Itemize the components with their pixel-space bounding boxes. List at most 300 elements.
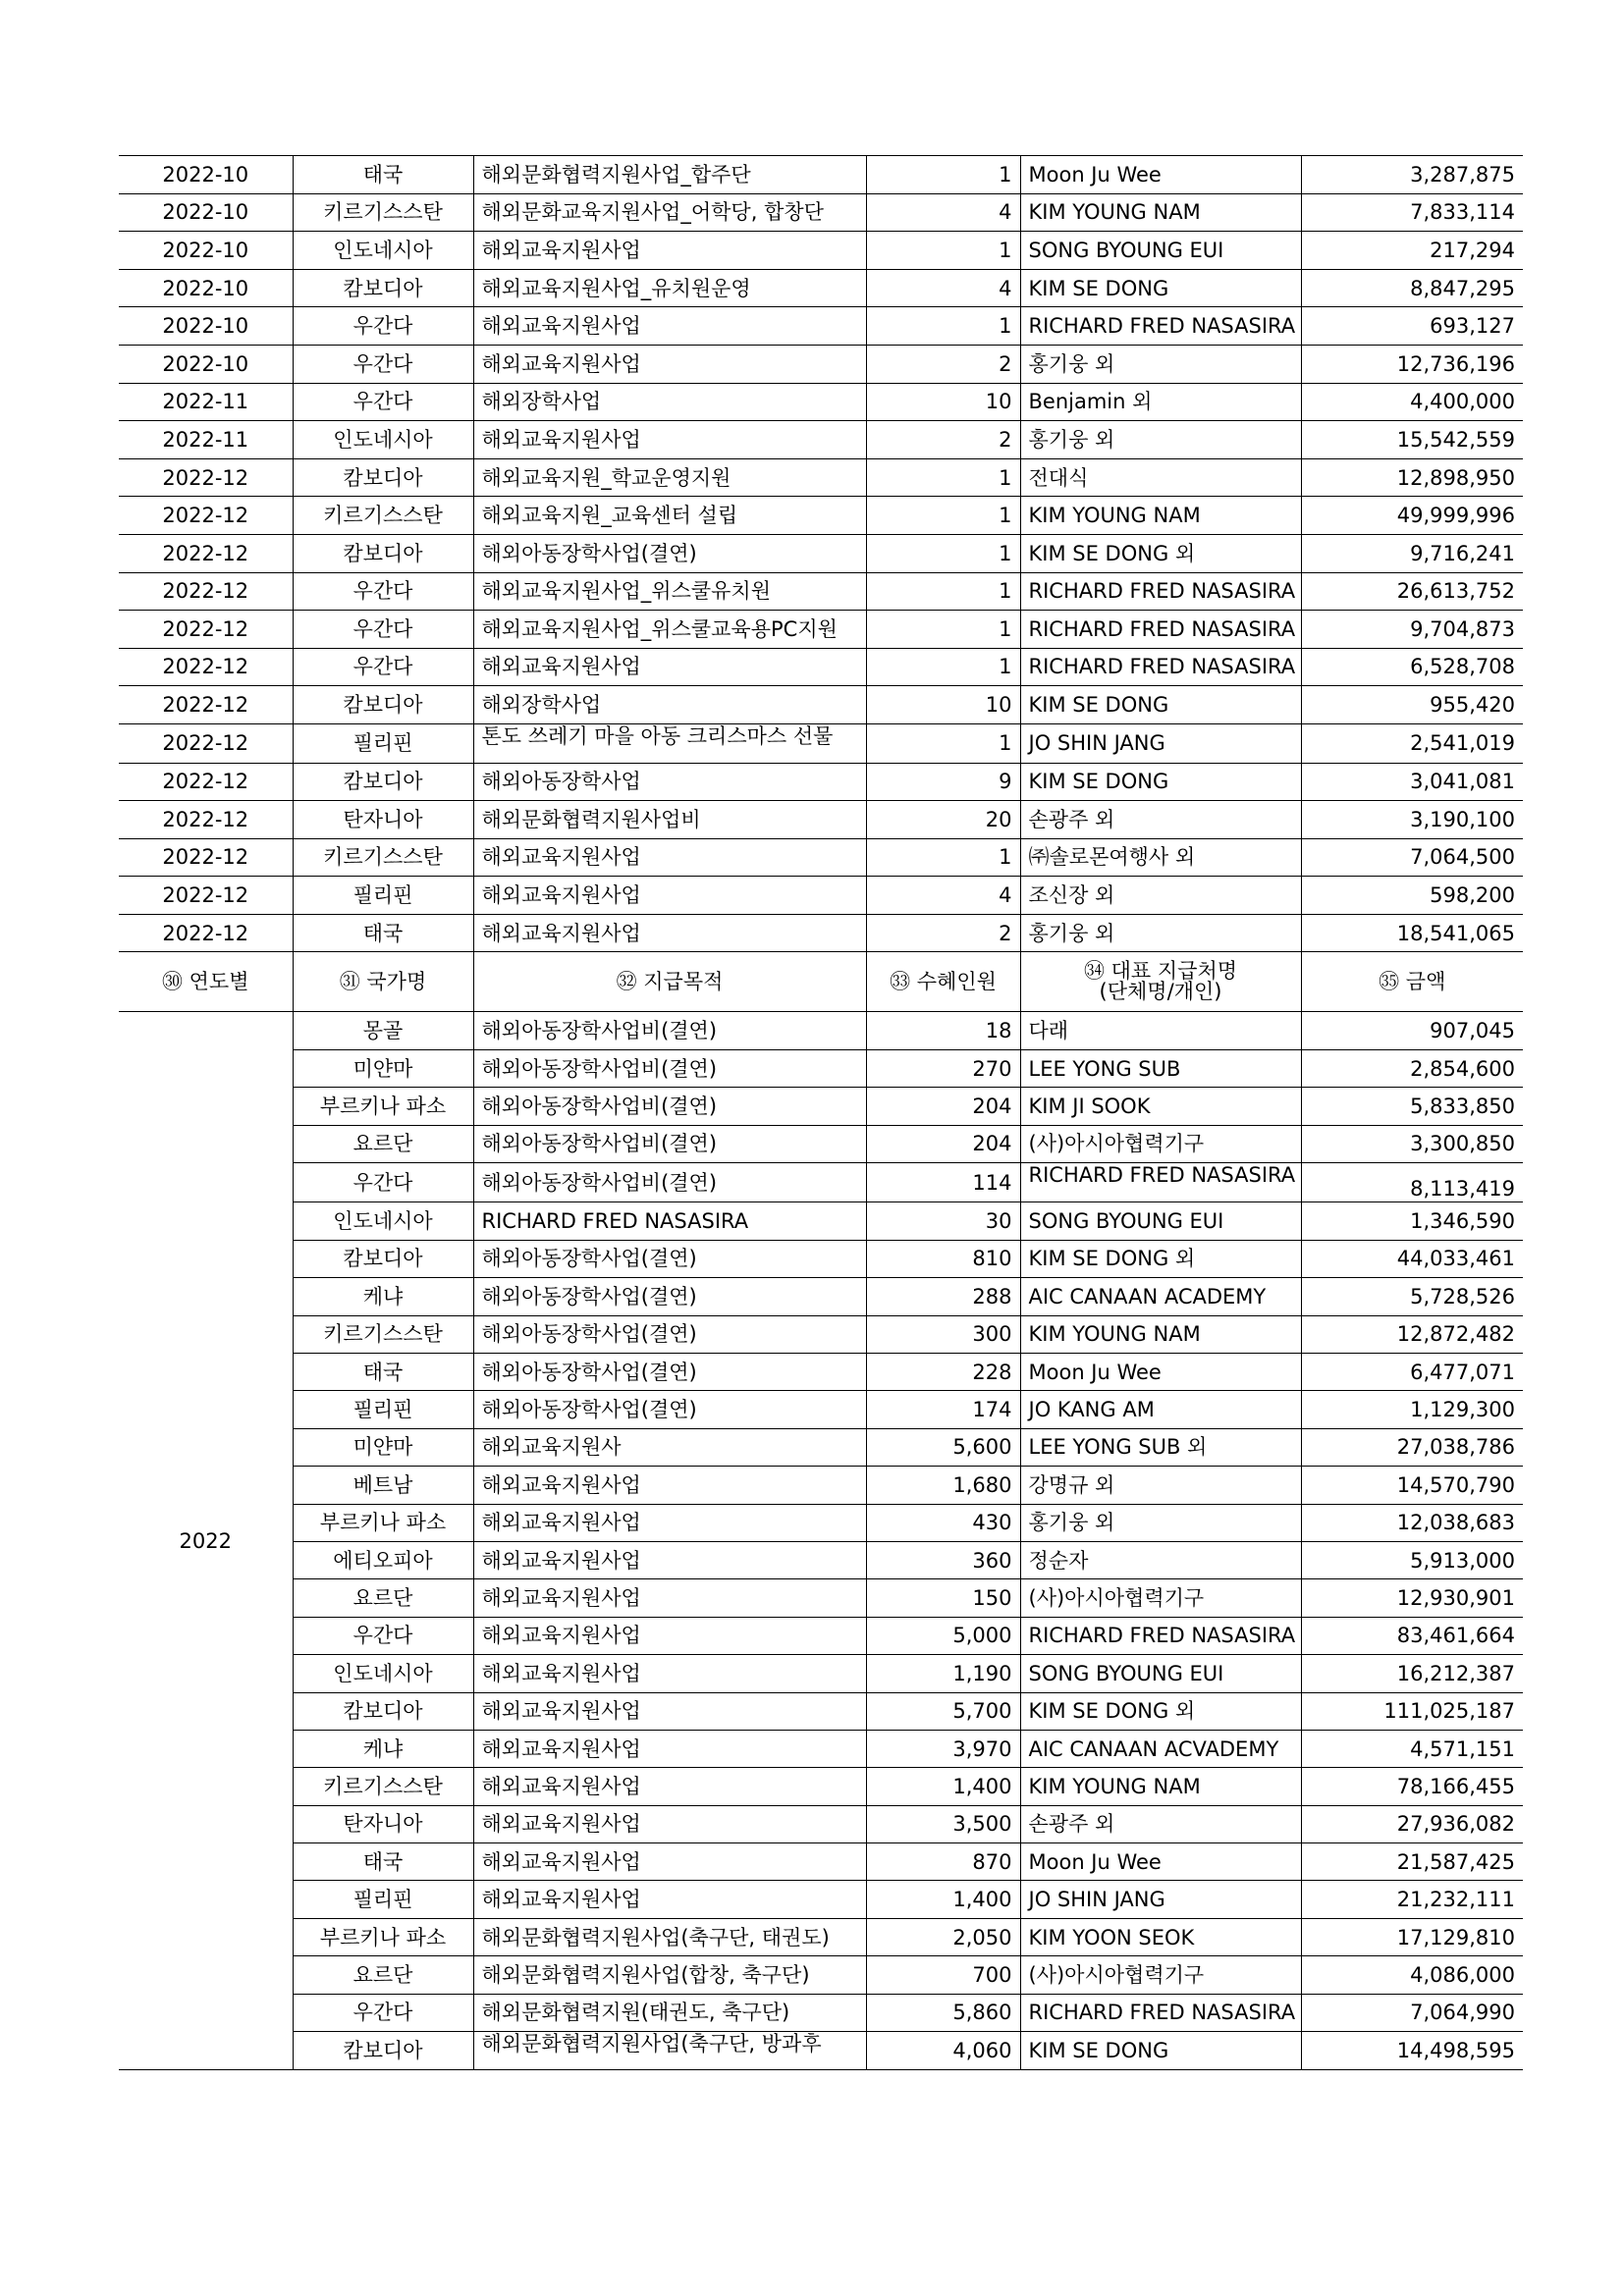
amount-cell: 44,033,461 [1301,1240,1523,1277]
table-row [119,307,1523,346]
recipients-cell: 30 [866,1202,1020,1240]
payment-month-cell: 2022-12 [119,572,293,611]
amount-cell: 12,038,683 [1301,1504,1523,1541]
country-cell: 우간다 [293,383,473,421]
purpose-cell: 해외아동장학사업비(결연) [473,1088,866,1125]
table-row [119,1353,1523,1390]
recipients-cell: 10 [866,686,1020,724]
country-cell: 케냐 [293,1278,473,1315]
table-row [119,1504,1523,1541]
payee-cell: RICHARD FRED NASASIRA [1020,1163,1301,1202]
payee-cell: JO KANG AM [1020,1391,1301,1428]
country-cell: 태국 [293,914,473,952]
purpose-cell: 해외교육지원사업_위스쿨교육용PC지원 [473,611,866,649]
table-row [119,877,1523,915]
header-purpose: ㉜ 지급목적 [473,952,866,1012]
payee-cell: 정순자 [1020,1541,1301,1578]
payee-cell: KIM YOUNG NAM [1020,193,1301,232]
recipients-cell: 1 [866,458,1020,497]
amount-cell: 27,038,786 [1301,1428,1523,1466]
country-cell: 우간다 [293,307,473,346]
recipients-cell: 1,400 [866,1768,1020,1805]
recipients-cell: 2 [866,421,1020,459]
table-row [119,345,1523,383]
country-cell: 미얀마 [293,1428,473,1466]
payee-cell: KIM SE DONG 외 [1020,534,1301,572]
table-row [119,1391,1523,1428]
payee-cell: AIC CANAAN ACVADEMY [1020,1730,1301,1767]
country-cell: 우간다 [293,1617,473,1654]
recipients-cell: 3,500 [866,1805,1020,1842]
country-cell: 캄보디아 [293,763,473,801]
recipients-cell: 1 [866,572,1020,611]
payment-month-cell: 2022-10 [119,156,293,194]
purpose-cell: 해외교육지원사업 [473,1843,866,1881]
amount-cell: 15,542,559 [1301,421,1523,459]
country-cell: 요르단 [293,1956,473,1994]
header-amount: ㉟ 금액 [1301,952,1523,1012]
purpose-cell: 해외교육지원사업 [473,421,866,459]
amount-cell: 4,571,151 [1301,1730,1523,1767]
amount-cell: 5,913,000 [1301,1541,1523,1578]
table-row [119,1202,1523,1240]
purpose-cell: 해외아동장학사업비(결연) [473,1049,866,1087]
recipients-cell: 360 [866,1541,1020,1578]
country-cell: 케냐 [293,1730,473,1767]
table-row [119,269,1523,307]
country-cell: 태국 [293,156,473,194]
country-cell: 키르기스스탄 [293,193,473,232]
amount-cell: 14,498,595 [1301,2032,1523,2070]
country-cell: 캄보디아 [293,1240,473,1277]
payee-cell: LEE YONG SUB [1020,1049,1301,1087]
payee-cell: (사)아시아협력기구 [1020,1125,1301,1162]
amount-cell: 12,872,482 [1301,1315,1523,1353]
purpose-cell: 해외교육지원사업 [473,838,866,877]
table-row [119,2032,1523,2070]
amount-cell: 9,704,873 [1301,611,1523,649]
recipients-cell: 2 [866,345,1020,383]
recipients-cell: 1 [866,497,1020,535]
table-row [119,1881,1523,1918]
country-cell: 인도네시아 [293,421,473,459]
purpose-cell: 해외문화협력지원사업비 [473,801,866,839]
payee-cell: LEE YONG SUB 외 [1020,1428,1301,1466]
payee-cell: 손광주 외 [1020,801,1301,839]
table-row [119,458,1523,497]
purpose-cell: 해외교육지원사업 [473,232,866,270]
country-cell: 미얀마 [293,1049,473,1087]
purpose-cell: 해외교육지원사업_위스쿨유치원 [473,572,866,611]
table-row [119,1012,1523,1049]
purpose-cell: 해외교육지원_교육센터 설립 [473,497,866,535]
country-cell: 에티오피아 [293,1541,473,1578]
amount-cell: 2,541,019 [1301,723,1523,763]
country-cell: 인도네시아 [293,1202,473,1240]
table-row [119,1617,1523,1654]
amount-cell: 17,129,810 [1301,1918,1523,1955]
purpose-cell: 해외아동장학사업(결연) [473,1240,866,1277]
recipients-cell: 5,860 [866,1994,1020,2031]
recipients-cell: 2 [866,914,1020,952]
recipients-cell: 4 [866,877,1020,915]
country-cell: 우간다 [293,572,473,611]
payee-cell: ㈜솔로몬여행사 외 [1020,838,1301,877]
recipients-cell: 1 [866,723,1020,763]
recipients-cell: 1 [866,648,1020,686]
amount-cell: 693,127 [1301,307,1523,346]
payee-cell: KIM YOUNG NAM [1020,1315,1301,1353]
country-cell: 필리핀 [293,877,473,915]
payment-month-cell: 2022-12 [119,914,293,952]
table-row [119,763,1523,801]
amount-cell: 14,570,790 [1301,1467,1523,1504]
recipients-cell: 20 [866,801,1020,839]
header-payee: ㉞ 대표 지급처명 (단체명/개인) [1020,952,1301,1012]
amount-cell: 16,212,387 [1301,1655,1523,1692]
purpose-cell: 해외교육지원사업_유치원운영 [473,269,866,307]
amount-cell: 12,898,950 [1301,458,1523,497]
payee-cell: 다래 [1020,1012,1301,1049]
amount-cell: 83,461,664 [1301,1617,1523,1654]
purpose-cell: 해외교육지원사업 [473,1730,866,1767]
table-row [119,611,1523,649]
payee-cell: RICHARD FRED NASASIRA [1020,611,1301,649]
purpose-cell: 해외아동장학사업(결연) [473,1391,866,1428]
purpose-cell: 해외문화협력지원사업(축구단, 방과후 [473,2032,866,2070]
amount-cell: 7,833,114 [1301,193,1523,232]
table-row [119,1541,1523,1578]
recipients-cell: 270 [866,1049,1020,1087]
purpose-cell: 해외문화교육지원사업_어학당, 합창단 [473,193,866,232]
amount-cell: 955,420 [1301,686,1523,724]
payee-cell: Benjamin 외 [1020,383,1301,421]
purpose-cell: 해외아동장학사업(결연) [473,1353,866,1390]
recipients-cell: 10 [866,383,1020,421]
header-recipients: ㉝ 수혜인원 [866,952,1020,1012]
recipients-cell: 204 [866,1125,1020,1162]
amount-cell: 2,854,600 [1301,1049,1523,1087]
payee-cell: 홍기웅 외 [1020,1504,1301,1541]
purpose-cell: 해외아동장학사업 [473,763,866,801]
table-row [119,193,1523,232]
table-row [119,686,1523,724]
purpose-cell: 해외교육지원사업 [473,1655,866,1692]
purpose-cell: 해외교육지원사업 [473,1805,866,1842]
table-row [119,1994,1523,2031]
purpose-cell: 해외문화협력지원사업(합창, 축구단) [473,1956,866,1994]
country-cell: 키르기스스탄 [293,838,473,877]
recipients-cell: 4 [866,193,1020,232]
purpose-cell: 해외교육지원사업 [473,1467,866,1504]
table-row [119,1467,1523,1504]
amount-cell: 12,736,196 [1301,345,1523,383]
country-cell: 부르키나 파소 [293,1504,473,1541]
purpose-cell: 해외문화협력지원사업(축구단, 태권도) [473,1918,866,1955]
payee-cell: KIM JI SOOK [1020,1088,1301,1125]
amount-cell: 26,613,752 [1301,572,1523,611]
table-row [119,1278,1523,1315]
payment-month-cell: 2022-10 [119,307,293,346]
amount-cell: 3,041,081 [1301,763,1523,801]
country-cell: 우간다 [293,611,473,649]
purpose-cell: 해외교육지원사업 [473,1768,866,1805]
table-row [119,1730,1523,1767]
payee-cell: RICHARD FRED NASASIRA [1020,307,1301,346]
payment-month-cell: 2022-12 [119,686,293,724]
payee-cell: KIM SE DONG [1020,763,1301,801]
recipients-cell: 810 [866,1240,1020,1277]
purpose-cell: 해외교육지원사업 [473,648,866,686]
table-row [119,1049,1523,1087]
purpose-cell: 해외교육지원사업 [473,1881,866,1918]
payee-cell: KIM SE DONG [1020,2032,1301,2070]
payee-cell: Moon Ju Wee [1020,1353,1301,1390]
country-cell: 태국 [293,1843,473,1881]
amount-cell: 217,294 [1301,232,1523,270]
payment-month-cell: 2022-11 [119,421,293,459]
recipients-cell: 2,050 [866,1918,1020,1955]
payee-cell: KIM YOUNG NAM [1020,1768,1301,1805]
table-row [119,723,1523,763]
purpose-cell: 해외교육지원사업 [473,1541,866,1578]
country-cell: 부르키나 파소 [293,1088,473,1125]
recipients-cell: 1,400 [866,1881,1020,1918]
purpose-cell: 해외문화협력지원(태권도, 축구단) [473,1994,866,2031]
amount-cell: 5,833,850 [1301,1088,1523,1125]
payee-cell: Moon Ju Wee [1020,156,1301,194]
country-cell: 캄보디아 [293,2032,473,2070]
purpose-cell: 해외문화협력지원사업_합주단 [473,156,866,194]
amount-cell: 78,166,455 [1301,1768,1523,1805]
table-row [119,1956,1523,1994]
table-row [119,1125,1523,1162]
recipients-cell: 700 [866,1956,1020,1994]
table-row [119,383,1523,421]
payee-cell: (사)아시아협력기구 [1020,1956,1301,1994]
table-row [119,1768,1523,1805]
amount-cell: 7,064,500 [1301,838,1523,877]
amount-cell: 7,064,990 [1301,1994,1523,2031]
payment-month-cell: 2022-12 [119,801,293,839]
payee-cell: SONG BYOUNG EUI [1020,1655,1301,1692]
payee-cell: KIM YOUNG NAM [1020,497,1301,535]
country-cell: 우간다 [293,1163,473,1202]
payment-month-cell: 2022-11 [119,383,293,421]
recipients-cell: 5,700 [866,1692,1020,1730]
year-cell: 2022 [119,1012,293,2070]
table-row [119,421,1523,459]
recipients-cell: 1,680 [866,1467,1020,1504]
payee-cell: KIM YOON SEOK [1020,1918,1301,1955]
recipients-cell: 1 [866,232,1020,270]
table-row [119,1163,1523,1202]
amount-cell: 1,129,300 [1301,1391,1523,1428]
payee-cell: 홍기웅 외 [1020,421,1301,459]
table-row [119,497,1523,535]
amount-cell: 3,287,875 [1301,156,1523,194]
country-cell: 캄보디아 [293,686,473,724]
payment-month-cell: 2022-10 [119,232,293,270]
country-cell: 키르기스스탄 [293,1315,473,1353]
amount-cell: 8,113,419 [1301,1163,1523,1202]
amount-cell: 5,728,526 [1301,1278,1523,1315]
recipients-cell: 174 [866,1391,1020,1428]
country-cell: 캄보디아 [293,534,473,572]
grant-payment-table [119,155,1523,2070]
country-cell: 우간다 [293,1994,473,2031]
country-cell: 요르단 [293,1579,473,1617]
payee-cell: RICHARD FRED NASASIRA [1020,1617,1301,1654]
payment-month-cell: 2022-12 [119,458,293,497]
recipients-cell: 228 [866,1353,1020,1390]
country-cell: 필리핀 [293,1391,473,1428]
purpose-cell: 해외아동장학사업비(결연) [473,1125,866,1162]
payee-cell: RICHARD FRED NASASIRA [1020,648,1301,686]
purpose-cell: 해외아동장학사업비(결연) [473,1012,866,1049]
amount-cell: 3,190,100 [1301,801,1523,839]
country-cell: 우간다 [293,648,473,686]
amount-cell: 598,200 [1301,877,1523,915]
recipients-cell: 1 [866,838,1020,877]
recipients-cell: 9 [866,763,1020,801]
recipients-cell: 150 [866,1579,1020,1617]
payment-month-cell: 2022-10 [119,269,293,307]
payee-cell: 조신장 외 [1020,877,1301,915]
recipients-cell: 5,000 [866,1617,1020,1654]
amount-cell: 4,086,000 [1301,1956,1523,1994]
amount-cell: 8,847,295 [1301,269,1523,307]
amount-cell: 21,232,111 [1301,1881,1523,1918]
country-cell: 탄자니아 [293,1805,473,1842]
payee-cell: KIM SE DONG [1020,686,1301,724]
table-row [119,1579,1523,1617]
purpose-cell: 해외교육지원사 [473,1428,866,1466]
amount-cell: 6,528,708 [1301,648,1523,686]
recipients-cell: 1 [866,611,1020,649]
payment-month-cell: 2022-12 [119,497,293,535]
table-row [119,156,1523,194]
recipients-cell: 1 [866,534,1020,572]
payee-cell: JO SHIN JANG [1020,723,1301,763]
recipients-cell: 1 [866,307,1020,346]
purpose-cell: 해외교육지원사업 [473,914,866,952]
payment-month-cell: 2022-10 [119,193,293,232]
amount-cell: 907,045 [1301,1012,1523,1049]
country-cell: 캄보디아 [293,458,473,497]
amount-cell: 1,346,590 [1301,1202,1523,1240]
recipients-cell: 114 [866,1163,1020,1202]
payee-cell: (사)아시아협력기구 [1020,1579,1301,1617]
country-cell: 필리핀 [293,1881,473,1918]
recipients-cell: 870 [866,1843,1020,1881]
country-cell: 인도네시아 [293,1655,473,1692]
amount-cell: 18,541,065 [1301,914,1523,952]
table-row [119,914,1523,952]
purpose-cell: 해외아동장학사업(결연) [473,534,866,572]
amount-cell: 49,999,996 [1301,497,1523,535]
payment-month-cell: 2022-12 [119,838,293,877]
recipients-cell: 430 [866,1504,1020,1541]
payee-cell: 홍기웅 외 [1020,345,1301,383]
purpose-cell: RICHARD FRED NASASIRA [473,1202,866,1240]
country-cell: 몽골 [293,1012,473,1049]
amount-cell: 12,930,901 [1301,1579,1523,1617]
purpose-cell: 해외교육지원사업 [473,1692,866,1730]
amount-cell: 111,025,187 [1301,1692,1523,1730]
recipients-cell: 1 [866,156,1020,194]
purpose-cell: 해외교육지원사업 [473,345,866,383]
payee-cell: RICHARD FRED NASASIRA [1020,572,1301,611]
payee-cell: KIM SE DONG 외 [1020,1240,1301,1277]
table-row [119,1240,1523,1277]
recipients-cell: 204 [866,1088,1020,1125]
payment-month-cell: 2022-10 [119,345,293,383]
table-row [119,232,1523,270]
payee-cell: 홍기웅 외 [1020,914,1301,952]
purpose-cell: 해외교육지원사업 [473,1617,866,1654]
purpose-cell: 톤도 쓰레기 마을 아동 크리스마스 선물 [473,723,866,763]
payment-month-cell: 2022-12 [119,723,293,763]
table-body [119,156,1523,2070]
purpose-cell: 해외아동장학사업비(결연) [473,1163,866,1202]
payee-cell: 전대식 [1020,458,1301,497]
purpose-cell: 해외아동장학사업(결연) [473,1315,866,1353]
country-cell: 베트남 [293,1467,473,1504]
recipients-cell: 5,600 [866,1428,1020,1466]
purpose-cell: 해외교육지원사업 [473,1579,866,1617]
table-row [119,1805,1523,1842]
payee-cell: AIC CANAAN ACADEMY [1020,1278,1301,1315]
purpose-cell: 해외교육지원사업 [473,877,866,915]
table-row [119,838,1523,877]
table-row [119,1692,1523,1730]
country-cell: 인도네시아 [293,232,473,270]
recipients-cell: 4 [866,269,1020,307]
recipients-cell: 1,190 [866,1655,1020,1692]
country-cell: 캄보디아 [293,269,473,307]
amount-cell: 4,400,000 [1301,383,1523,421]
payee-cell: 강명규 외 [1020,1467,1301,1504]
payee-cell: 손광주 외 [1020,1805,1301,1842]
table-row [119,1088,1523,1125]
country-cell: 캄보디아 [293,1692,473,1730]
amount-cell: 21,587,425 [1301,1843,1523,1881]
table-row [119,1655,1523,1692]
payee-cell: JO SHIN JANG [1020,1881,1301,1918]
payee-cell: SONG BYOUNG EUI [1020,1202,1301,1240]
table-row [119,648,1523,686]
payment-month-cell: 2022-12 [119,611,293,649]
payment-month-cell: 2022-12 [119,648,293,686]
amount-cell: 3,300,850 [1301,1125,1523,1162]
payment-month-cell: 2022-12 [119,877,293,915]
country-cell: 부르키나 파소 [293,1918,473,1955]
purpose-cell: 해외장학사업 [473,686,866,724]
country-cell: 우간다 [293,345,473,383]
purpose-cell: 해외교육지원사업 [473,307,866,346]
country-cell: 요르단 [293,1125,473,1162]
payee-cell: SONG BYOUNG EUI [1020,232,1301,270]
recipients-cell: 4,060 [866,2032,1020,2070]
header-country: ㉛ 국가명 [293,952,473,1012]
purpose-cell: 해외장학사업 [473,383,866,421]
purpose-cell: 해외아동장학사업(결연) [473,1278,866,1315]
recipients-cell: 288 [866,1278,1020,1315]
table-row [119,1843,1523,1881]
table-row [119,1428,1523,1466]
amount-cell: 27,936,082 [1301,1805,1523,1842]
